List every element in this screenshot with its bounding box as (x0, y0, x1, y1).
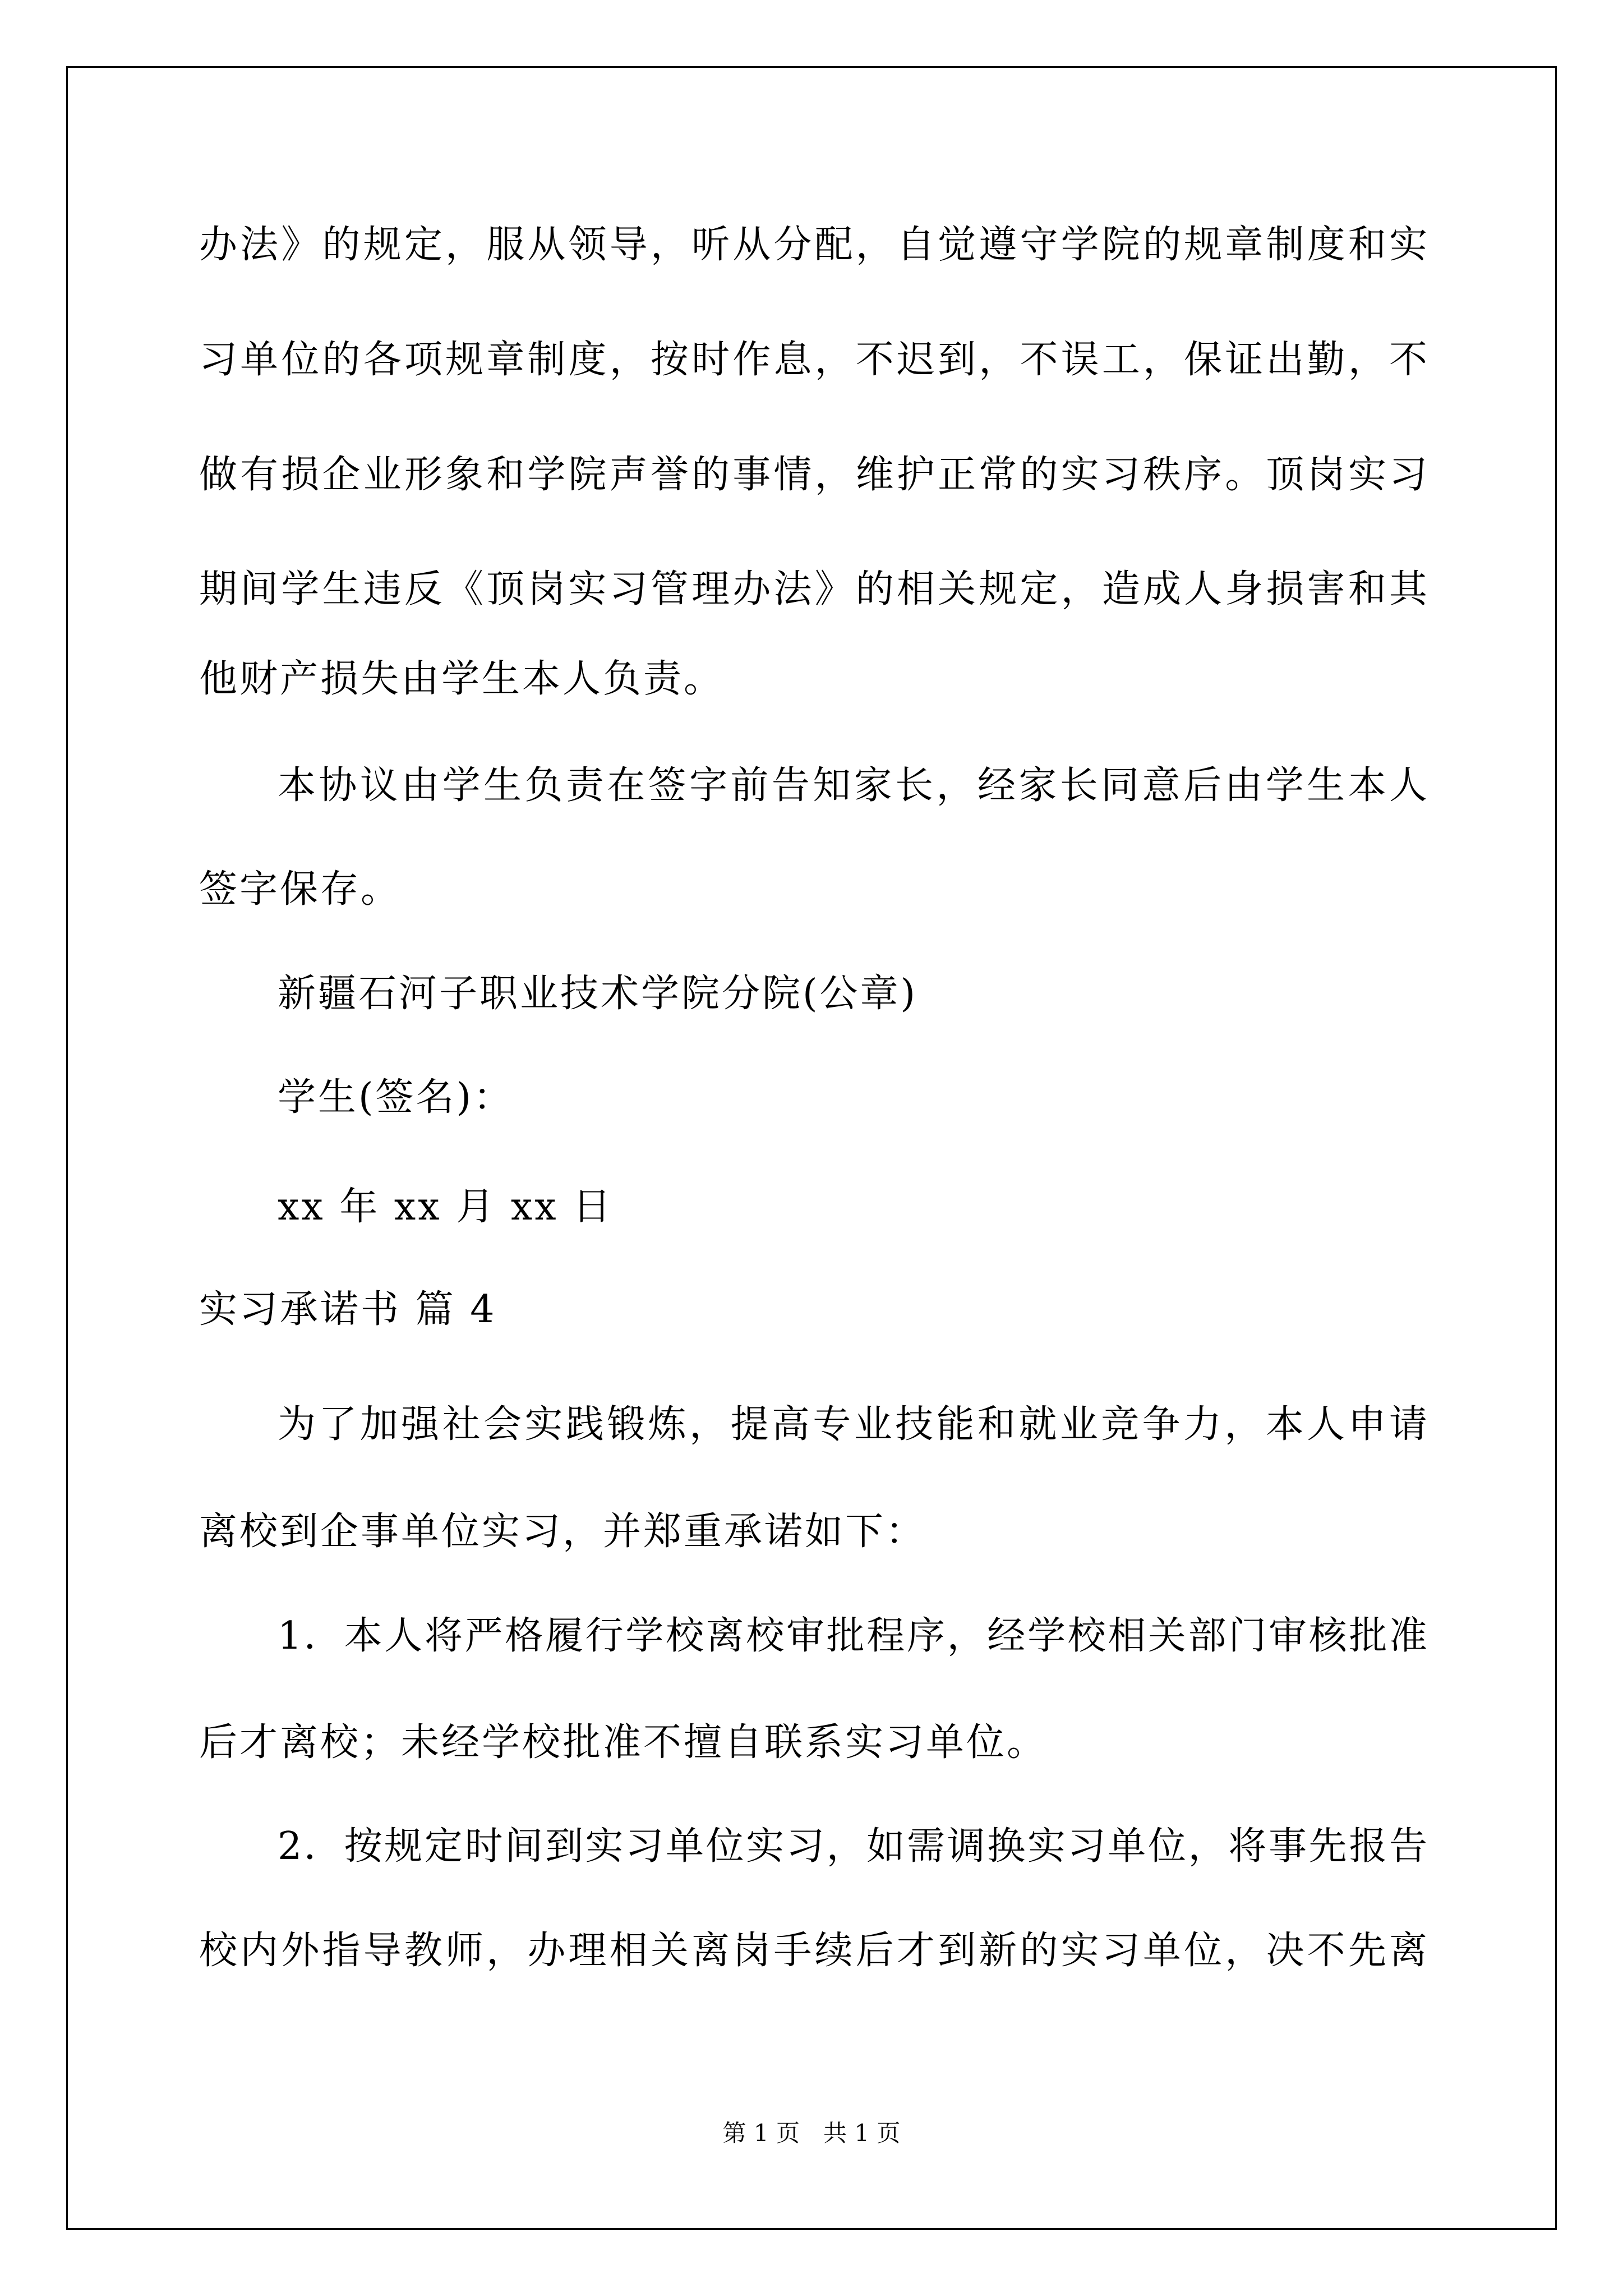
body-line-12: 为了加强社会实践锻炼，提高专业技能和就业竞争力，本人申请 (278, 1402, 1427, 1447)
body-line-2: 习单位的各项规章制度，按时作息，不迟到，不误工，保证出勤，不 (199, 338, 1427, 382)
body-line-3: 做有损企业形象和学院声誉的事情，维护正常的实习秩序。顶岗实习 (199, 453, 1427, 497)
item-1-line-1: 1．本人将严格履行学校离校审批程序，经学校相关部门审核批准 (278, 1614, 1427, 1658)
item-1-line-2: 后才离校；未经学校批准不擅自联系实习单位。 (199, 1720, 1048, 1765)
body-line-5: 他财产损失由学生本人负责。 (199, 657, 725, 701)
body-line-1: 办法》的规定，服从领导，听从分配，自觉遵守学院的规章制度和实 (199, 223, 1427, 267)
signature-line: 学生(签名)： (278, 1075, 514, 1120)
section-heading: 实习承诺书 篇 4 (199, 1287, 497, 1332)
item-2-line-1: 2．按规定时间到实习单位实习，如需调换实习单位，将事先报告 (278, 1824, 1427, 1869)
body-line-4: 期间学生违反《顶岗实习管理办法》的相关规定，造成人身损害和其 (199, 567, 1427, 611)
page-border (66, 66, 1557, 2230)
body-line-7: 签字保存。 (199, 867, 402, 912)
date-line: xx 年 xx 月 xx 日 (278, 1185, 614, 1229)
body-line-6: 本协议由学生负责在签字前告知家长，经家长同意后由学生本人 (278, 763, 1427, 808)
seal-line: 新疆石河子职业技术学院分院(公章) (278, 972, 918, 1016)
page-footer: 第 1 页 共 1 页 (722, 2119, 901, 2147)
item-2-line-2: 校内外指导教师，办理相关离岗手续后才到新的实习单位，决不先离 (199, 1929, 1427, 1973)
body-line-13: 离校到企事单位实习，并郑重承诺如下： (199, 1510, 926, 1554)
